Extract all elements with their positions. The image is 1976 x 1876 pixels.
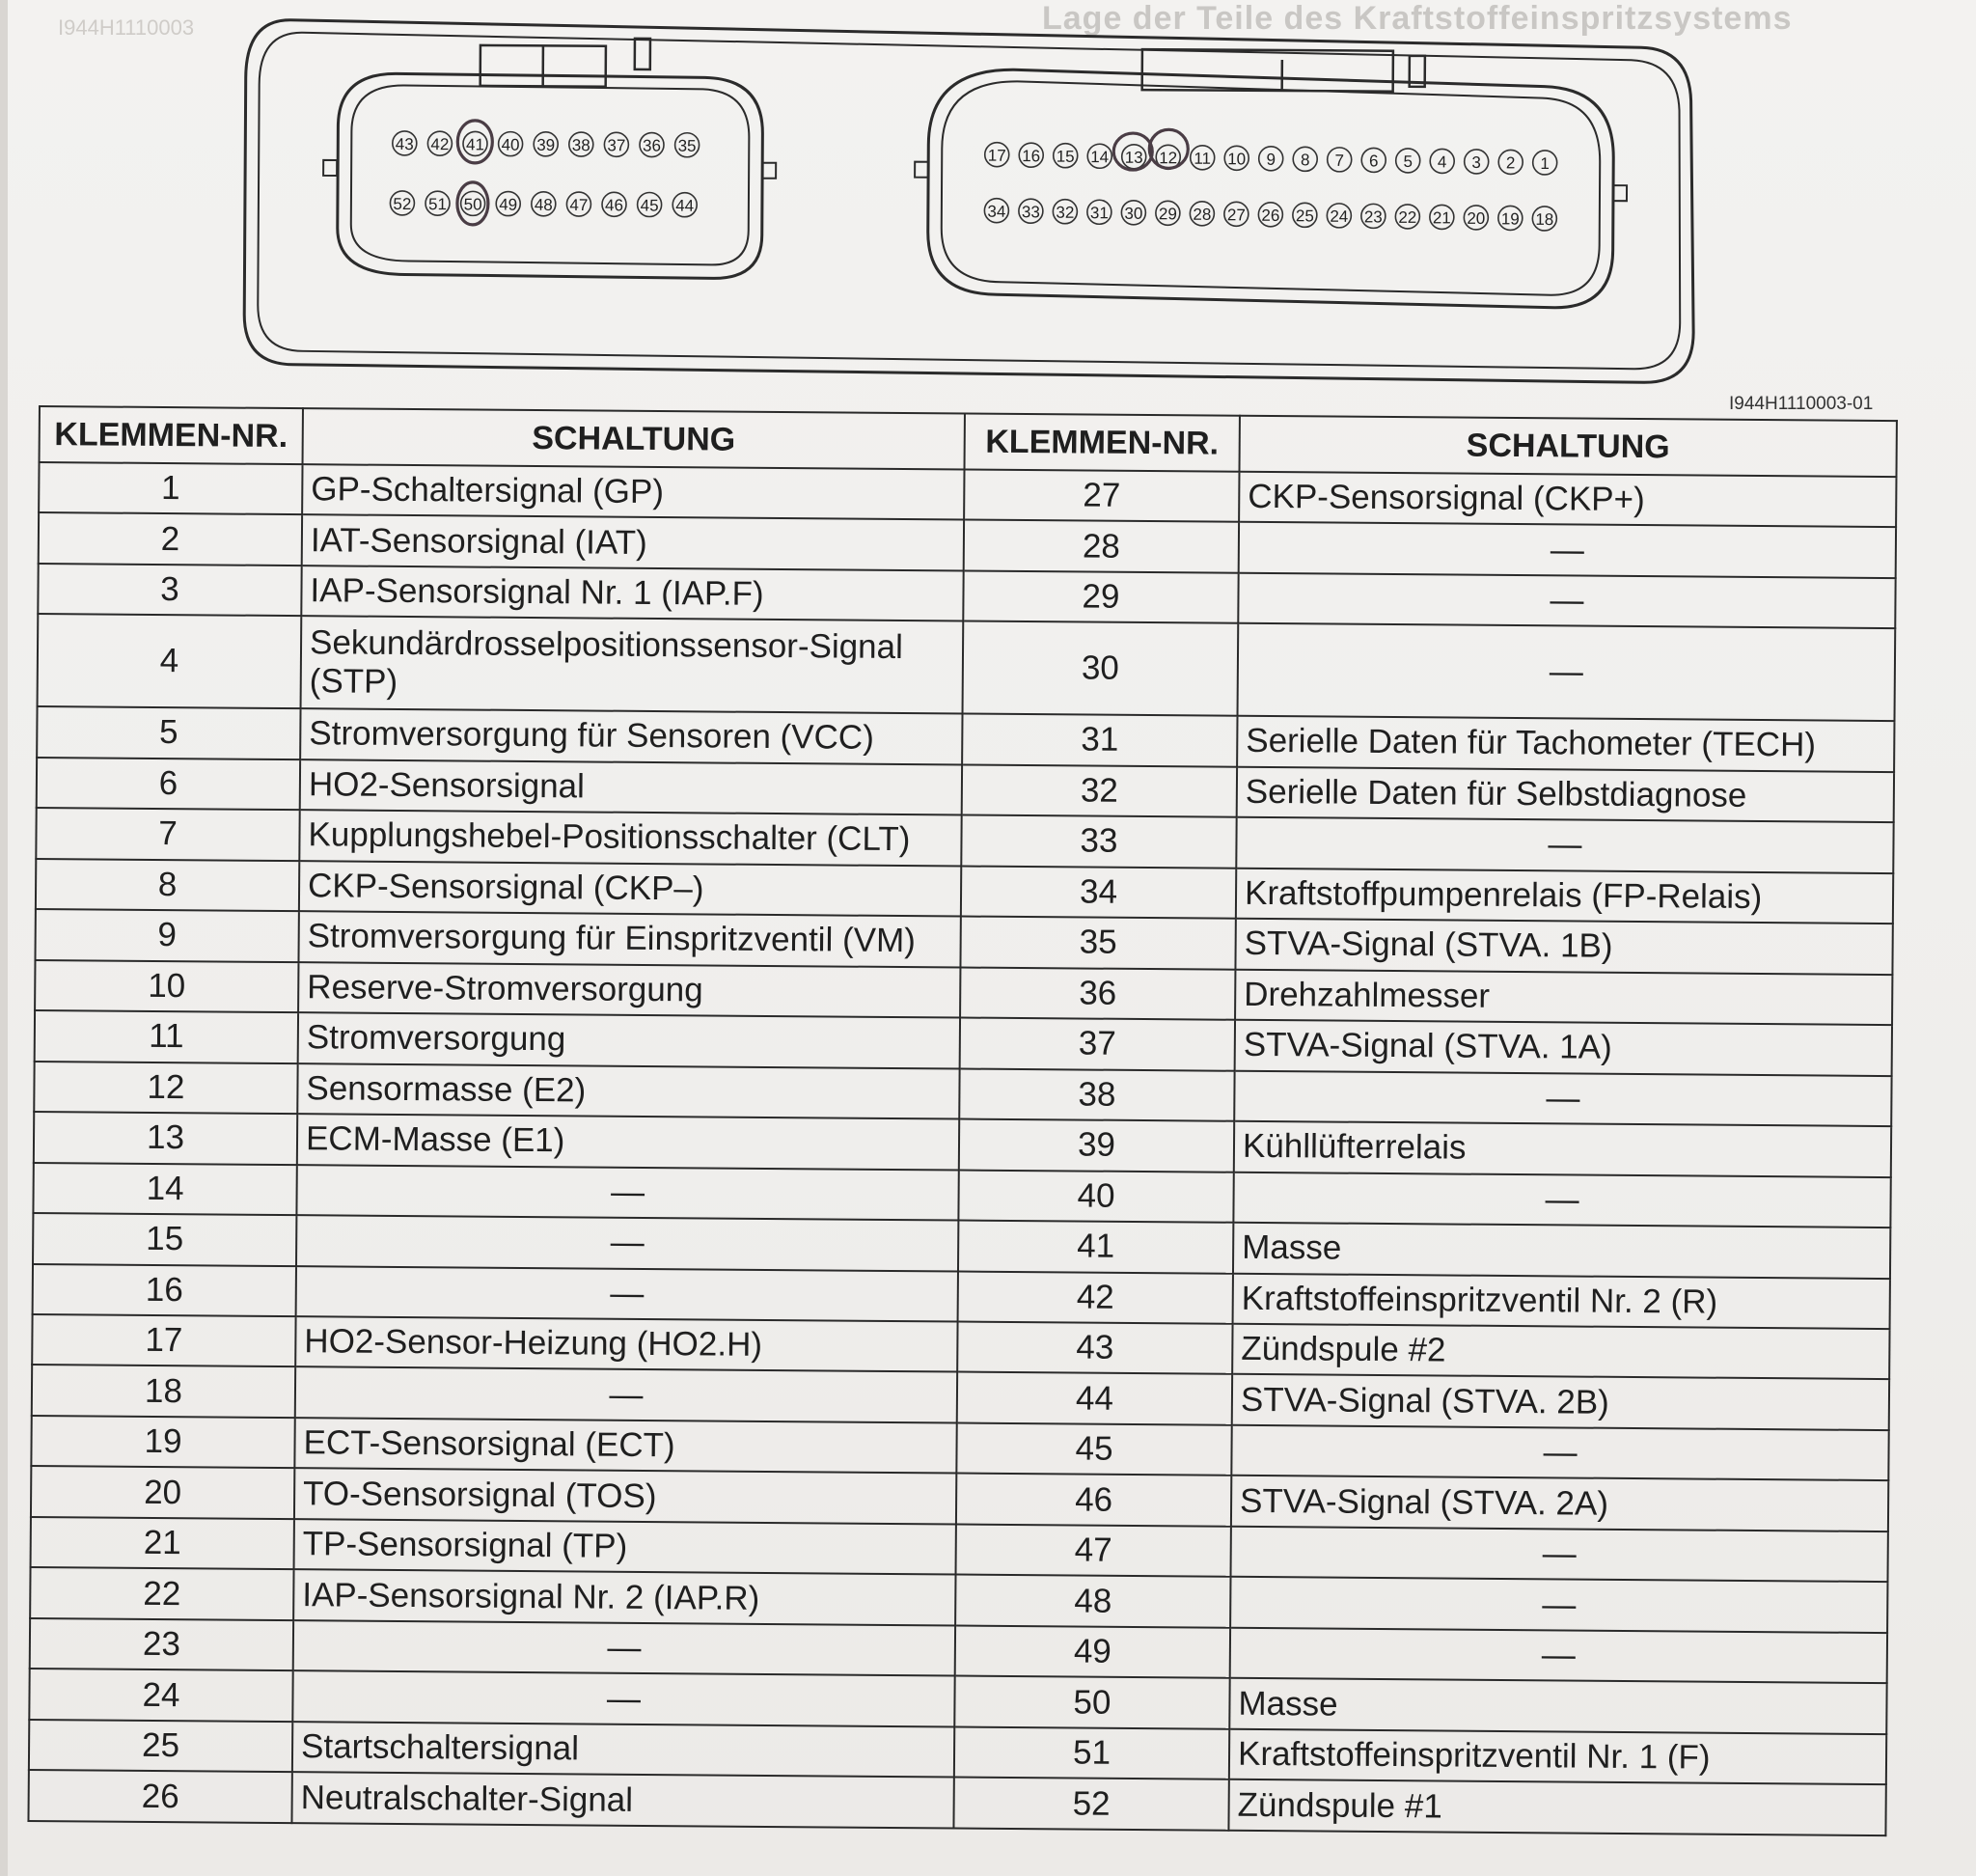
pin-number: 31 — [1089, 204, 1109, 223]
circuit-description: IAP-Sensorsignal Nr. 1 (IAP.F) — [301, 566, 963, 621]
connector-pin — [604, 132, 628, 156]
pin-number: 51 — [427, 195, 448, 214]
connector-pin — [640, 132, 664, 156]
terminal-number: 52 — [953, 1778, 1228, 1831]
connector-pin — [1532, 207, 1556, 231]
header-terminal-no-right: KLEMMEN-NR. — [965, 414, 1240, 472]
terminal-number: 21 — [31, 1517, 294, 1570]
circuit-description: Zündspule #2 — [1232, 1324, 1889, 1380]
pin-number: 22 — [1398, 207, 1417, 227]
pin-number: 10 — [1227, 150, 1247, 169]
terminal-number: 28 — [964, 520, 1239, 573]
connector-pin — [1121, 201, 1145, 225]
terminal-number: 5 — [37, 706, 300, 759]
pin-number: 41 — [465, 135, 485, 154]
pin-number: 20 — [1467, 208, 1486, 228]
circuit-description: Masse — [1233, 1223, 1890, 1279]
connector-pin — [1464, 206, 1488, 230]
connector-pin — [1293, 203, 1317, 227]
connector-pin — [1224, 146, 1249, 170]
terminal-number: 48 — [955, 1575, 1230, 1628]
circuit-description: — — [1230, 1628, 1887, 1684]
circuit-description: Serielle Daten für Selbstdiagnose — [1237, 766, 1894, 822]
connector-pin — [532, 192, 556, 216]
connector-pin — [1122, 145, 1146, 169]
figure-code: I944H1110003-01 — [1729, 394, 1874, 414]
circuit-description: — — [1231, 1527, 1888, 1583]
connector-pin — [638, 192, 662, 216]
connector-pin — [1465, 150, 1489, 174]
terminal-number: 10 — [35, 960, 298, 1013]
circuit-description: IAT-Sensorsignal (IAT) — [302, 515, 964, 571]
terminal-number: 18 — [32, 1365, 295, 1418]
connector-pin — [985, 143, 1009, 167]
connector-pin — [1533, 151, 1557, 175]
connector-pin — [499, 132, 523, 156]
circuit-description: IAP-Sensorsignal Nr. 2 (IAP.R) — [293, 1570, 955, 1626]
connector-pin — [1191, 146, 1215, 170]
pin-number: 37 — [607, 136, 626, 155]
pin-number: 27 — [1226, 206, 1246, 225]
connector-pin — [1498, 150, 1523, 174]
circuit-description: Kühllüfterrelais — [1234, 1121, 1891, 1177]
circuit-description: Masse — [1229, 1678, 1886, 1734]
circuit-description: CKP-Sensorsignal (CKP–) — [299, 861, 961, 917]
circuit-description: GP-Schaltersignal (GP) — [302, 464, 964, 520]
terminal-number: 49 — [955, 1625, 1230, 1678]
terminal-number: 40 — [958, 1170, 1233, 1223]
circuit-description: — — [1238, 623, 1896, 721]
connector-pin — [1361, 204, 1386, 228]
circuit-description: HO2-Sensor-Heizung (HO2.H) — [295, 1316, 957, 1372]
circuit-description: — — [1238, 573, 1895, 629]
terminal-number: 27 — [964, 470, 1239, 523]
terminal-number: 44 — [957, 1372, 1232, 1425]
pin-number: 33 — [1021, 203, 1040, 222]
terminal-number: 26 — [28, 1770, 291, 1823]
connector-pin — [672, 193, 697, 217]
terminal-number: 38 — [959, 1068, 1234, 1121]
terminal-number: 19 — [31, 1416, 294, 1469]
connector-pin — [393, 131, 417, 155]
connector-pin — [1396, 149, 1420, 173]
pin-number: 43 — [395, 134, 414, 154]
circuit-description: Kupplungshebel-Positionsschalter (CLT) — [299, 810, 961, 866]
circuit-description: — — [1231, 1425, 1888, 1481]
terminal-number: 6 — [37, 758, 300, 811]
circuit-description: Zündspule #1 — [1228, 1779, 1885, 1835]
circuit-description: — — [296, 1165, 958, 1221]
pin-number: 3 — [1471, 152, 1481, 172]
pin-number: 42 — [430, 135, 450, 154]
pin-number: 34 — [987, 202, 1006, 221]
connector-pin — [1361, 148, 1386, 172]
table-row — [38, 614, 1896, 721]
circuit-description: STVA-Signal (STVA. 2B) — [1232, 1374, 1889, 1430]
left-plug-outline — [337, 73, 762, 279]
connector-pin — [566, 192, 590, 216]
pin-number: 18 — [1535, 209, 1554, 230]
pin-number: 8 — [1300, 151, 1310, 170]
connector-pin — [1224, 202, 1249, 226]
circuit-description: — — [296, 1266, 958, 1322]
circuit-description: STVA-Signal (STVA. 2A) — [1231, 1476, 1888, 1531]
circuit-description: ECM-Masse (E1) — [297, 1114, 959, 1170]
connector-pin — [1053, 200, 1077, 224]
pin-number: 5 — [1403, 152, 1413, 171]
circuit-description: STVA-Signal (STVA. 1B) — [1235, 919, 1892, 975]
header-circuit-right: SCHALTUNG — [1239, 416, 1896, 477]
terminal-number: 32 — [962, 764, 1237, 817]
circuit-description: — — [1236, 817, 1893, 873]
connector-pin — [1259, 147, 1283, 171]
pin-number: 13 — [1124, 148, 1143, 167]
right-plug-outline — [927, 69, 1613, 308]
pin-number: 24 — [1330, 207, 1349, 226]
pin-number: 35 — [677, 136, 697, 155]
circuit-description: Kraftstoffeinspritzventil Nr. 2 (R) — [1233, 1273, 1890, 1329]
pin-number: 38 — [571, 136, 590, 155]
pin-number: 7 — [1334, 151, 1345, 170]
pin-number: 12 — [1159, 149, 1178, 168]
connector-pin — [461, 191, 485, 215]
terminal-number: 50 — [954, 1676, 1229, 1729]
terminal-number: 30 — [963, 621, 1239, 716]
pin-number: 21 — [1432, 208, 1451, 228]
terminal-number: 16 — [33, 1263, 296, 1316]
circuit-description: — — [296, 1215, 958, 1271]
connector-pin — [1019, 199, 1043, 223]
pin-number: 9 — [1266, 150, 1276, 169]
terminal-number: 51 — [954, 1726, 1229, 1779]
circuit-description: Sensormasse (E2) — [297, 1063, 959, 1119]
pin-number: 19 — [1500, 209, 1520, 229]
ecm-connector-diagram — [0, 0, 1976, 415]
circuit-description: — — [1234, 1070, 1891, 1126]
pin-number: 4 — [1437, 152, 1447, 172]
connector-pin — [675, 133, 700, 157]
pin-number: 6 — [1368, 152, 1379, 171]
pin-number: 52 — [393, 194, 412, 213]
pin-number: 1 — [1540, 153, 1550, 174]
terminal-number: 36 — [960, 967, 1235, 1020]
pin-number: 50 — [463, 195, 482, 214]
connector-pin — [1087, 144, 1112, 168]
circuit-description: — — [292, 1670, 954, 1726]
connector-pin — [1395, 205, 1419, 229]
terminal-number: 24 — [29, 1669, 292, 1722]
terminal-number: 13 — [34, 1112, 297, 1165]
connector-pin — [1087, 200, 1112, 224]
circuit-description: TP-Sensorsignal (TP) — [294, 1519, 956, 1575]
terminal-number: 14 — [33, 1163, 296, 1216]
circuit-description: STVA-Signal (STVA. 1A) — [1235, 1020, 1892, 1076]
connector-pin — [496, 192, 520, 216]
terminal-number: 45 — [956, 1422, 1231, 1476]
terminal-number: 3 — [38, 564, 301, 617]
ghost-section-header: Lage der Teile des Kraftstoffeinspritzsystems — [1042, 0, 1793, 37]
pin-number: 15 — [1056, 147, 1075, 166]
circuit-description: Startschaltersignal — [292, 1722, 954, 1778]
connector-pin — [1054, 144, 1078, 168]
terminal-number: 37 — [960, 1018, 1235, 1071]
pin-number: 25 — [1295, 207, 1314, 226]
circuit-description: Sekundärdrosselpositionssensor-Signal (STP) — [301, 617, 964, 714]
connector-pin — [427, 131, 452, 155]
terminal-number: 33 — [961, 815, 1236, 869]
pin-number: 16 — [1022, 147, 1041, 166]
circuit-description: Serielle Daten für Tachometer (TECH) — [1237, 716, 1894, 772]
pin-number: 11 — [1194, 149, 1212, 168]
terminal-number: 20 — [31, 1466, 294, 1519]
pin-number: 2 — [1505, 153, 1516, 173]
terminal-number: 42 — [958, 1271, 1233, 1324]
terminal-number: 47 — [956, 1524, 1231, 1577]
circuit-description: — — [293, 1620, 955, 1676]
connector-pin — [1190, 202, 1214, 226]
pin-number: 32 — [1056, 203, 1075, 222]
connector-pin — [569, 132, 593, 156]
connector-pin — [1019, 143, 1043, 167]
terminal-number: 43 — [957, 1321, 1232, 1374]
circuit-description: TO-Sensorsignal (TOS) — [294, 1469, 956, 1525]
circuit-description: Kraftstoffeinspritzventil Nr. 1 (F) — [1229, 1729, 1886, 1785]
circuit-description: Stromversorgung für Einspritzventil (VM) — [298, 911, 960, 967]
pin-number: 49 — [499, 195, 518, 214]
circuit-description: ECT-Sensorsignal (ECT) — [294, 1418, 956, 1474]
connector-pin — [1430, 205, 1454, 229]
terminal-number: 2 — [39, 512, 302, 566]
pin-number: 36 — [642, 136, 662, 155]
pin-number: 40 — [501, 135, 520, 154]
terminal-number: 23 — [30, 1618, 293, 1671]
pin-number: 29 — [1158, 205, 1177, 224]
terminal-number: 1 — [39, 462, 302, 515]
circuit-description: Neutralschalter-Signal — [291, 1772, 953, 1828]
terminal-number: 29 — [963, 571, 1238, 624]
pin-number: 45 — [640, 196, 659, 215]
circuit-description: Drehzahlmesser — [1235, 969, 1892, 1025]
connector-pin — [602, 192, 626, 216]
connector-pin — [1258, 203, 1282, 227]
connector-pin — [534, 132, 558, 156]
terminal-number: 46 — [956, 1474, 1231, 1527]
terminal-number: 25 — [29, 1720, 292, 1773]
terminal-number: 4 — [38, 614, 302, 708]
circuit-description: — — [1233, 1172, 1890, 1228]
connector-pin — [1293, 147, 1317, 171]
circuit-description: — — [1239, 522, 1896, 578]
terminal-number: 31 — [962, 714, 1237, 767]
connector-pin — [1156, 201, 1180, 225]
pin-number: 17 — [987, 146, 1006, 165]
pin-number: 23 — [1363, 207, 1383, 227]
connector-pin — [1328, 148, 1352, 172]
circuit-description: — — [295, 1367, 957, 1423]
connector-pin — [1327, 204, 1351, 228]
terminal-number: 9 — [35, 909, 298, 962]
circuit-description: Stromversorgung für Sensoren (VCC) — [300, 708, 962, 764]
connector-pin — [1498, 206, 1523, 230]
circuit-description: Kraftstoffpumpenrelais (FP-Relais) — [1236, 868, 1893, 924]
terminal-number: 35 — [960, 917, 1235, 970]
pin-number: 48 — [534, 195, 553, 214]
terminal-number: 12 — [34, 1062, 297, 1115]
circuit-description: — — [1230, 1577, 1887, 1633]
connector-pin — [984, 199, 1008, 223]
header-circuit-left: SCHALTUNG — [303, 408, 965, 469]
terminal-number: 34 — [961, 866, 1236, 919]
pin-number: 39 — [536, 135, 556, 154]
terminal-number: 39 — [959, 1119, 1234, 1172]
header-terminal-no-left: KLEMMEN-NR. — [40, 406, 303, 464]
circuit-description: Stromversorgung — [298, 1012, 960, 1068]
circuit-description: CKP-Sensorsignal (CKP+) — [1239, 472, 1896, 528]
connector-pins — [390, 120, 1557, 231]
pin-number: 47 — [569, 195, 589, 215]
connector-pin — [463, 131, 487, 155]
terminal-number: 41 — [958, 1221, 1233, 1274]
pin-number: 30 — [1124, 204, 1143, 223]
pin-number: 44 — [675, 196, 695, 215]
terminal-number: 8 — [36, 859, 299, 912]
connector-pin — [1430, 149, 1454, 173]
circuit-description: Reserve-Stromversorgung — [298, 962, 960, 1018]
terminal-number: 7 — [36, 808, 299, 861]
ghost-figure-code: I944H1110003 — [58, 15, 195, 40]
terminal-number: 22 — [30, 1567, 293, 1620]
terminal-number: 15 — [33, 1213, 296, 1266]
pin-number: 46 — [604, 196, 624, 215]
pin-number: 14 — [1090, 148, 1110, 167]
pin-number: 26 — [1261, 206, 1280, 225]
circuit-description: HO2-Sensorsignal — [300, 759, 962, 815]
connector-pin — [425, 191, 450, 215]
pin-number: 28 — [1193, 205, 1212, 224]
connector-pin — [390, 191, 414, 215]
terminal-number: 11 — [35, 1010, 298, 1063]
terminal-table — [27, 405, 1897, 1836]
terminal-number: 17 — [32, 1314, 295, 1367]
